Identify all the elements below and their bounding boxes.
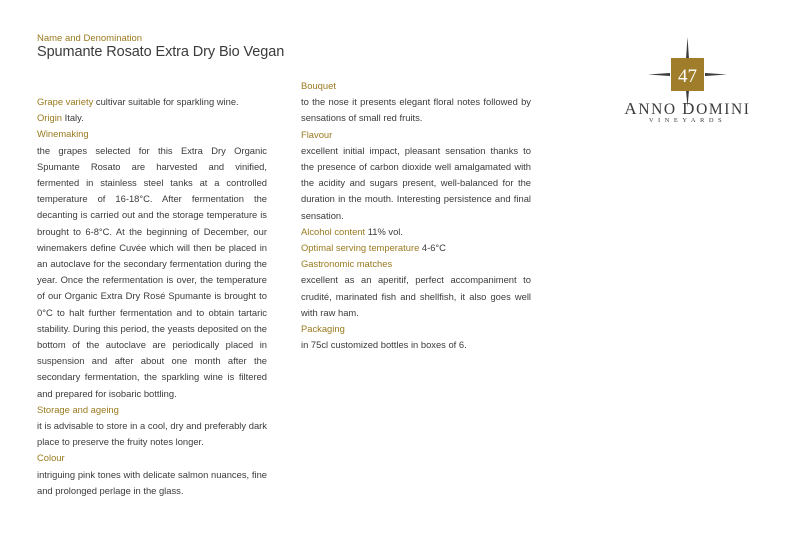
origin-text: Italy. <box>62 112 84 124</box>
star-ray-right <box>705 73 727 76</box>
storage-text: it is advisable to store in a cool, dry and preferably dark place to preserve the fruity notes longer. <box>37 420 267 448</box>
origin-label: Origin <box>37 112 63 124</box>
alcohol-text: 11% vol. <box>365 225 403 237</box>
header-label: Name and Denomination <box>37 33 143 44</box>
grape-variety-label: Grape variety <box>37 96 94 107</box>
flavour-text: excellent initial impact, pleasant sensation thanks to the presence of carbon dioxide well amalgamated with the acidity and sugars present, well-balanced for the duration in the mouth. Interesting persistence and final sensation. <box>301 144 531 221</box>
brand-subtitle: VINEYARDS <box>648 117 727 124</box>
serving-line <box>301 240 531 256</box>
brand-name: ANNO DOMINI <box>624 99 751 118</box>
logo-number: 47 <box>678 66 697 87</box>
origin-line <box>37 110 267 126</box>
right-column <box>301 78 531 353</box>
bouquet-heading: Bouquet <box>301 80 336 91</box>
winemaking-text: the grapes selected for this Extra Dry Organic Spumante Rosato are harvested and vinified, fermented in stainless steel tanks at a controlled temperature of 16-18°C. After fermentation the decanting is carried out and the storage temperature is brought to 6-8°C. At the beginning of December, our winemakers define Cuvée which will then be placed in an autoclave for the secondary fermentation during the year. Once the refermentation is over, the temperature of our Organic Extra Dry Rosé Spumante is brought to 0°C to halt further fermentation and to obtain tartaric stability. During this period, the yeasts deposited on the bottom of the autoclave are periodically placed in suspension and after about one month after the secondary fermentation, the sparkling wine is filtered and prepared for isobaric bottling. <box>37 144 267 399</box>
gastronomic-heading: Gastronomic matches <box>301 258 393 270</box>
star-ray-top <box>686 37 689 59</box>
packaging-heading: Packaging <box>301 323 345 335</box>
flavour-heading: Flavour <box>301 128 333 140</box>
grape-variety-text: cultivar suitable for sparkling wine. <box>93 96 239 107</box>
packaging-text: in 75cl customized bottles in boxes of 6. <box>301 339 467 351</box>
star-ray-left <box>648 73 670 76</box>
winemaking-heading: Winemaking <box>37 128 89 140</box>
storage-heading: Storage and ageing <box>37 403 119 415</box>
bouquet-text: to the nose it presents elegant floral notes followed by sensations of small red fruits. <box>301 96 531 124</box>
colour-heading: Colour <box>37 452 65 464</box>
colour-text: intriguing pink tones with delicate salmon nuances, fine and prolonged perlage in the glass. <box>37 468 267 496</box>
grape-variety-line <box>37 94 267 110</box>
alcohol-line <box>301 224 531 240</box>
left-column <box>37 94 267 499</box>
gastronomic-text: excellent as an aperitif, perfect accompaniment to crudité, marinated fish and shellfish, it also goes well with raw ham. <box>301 274 531 318</box>
alcohol-label: Alcohol content <box>301 225 366 237</box>
serving-text: 4-6°C <box>419 242 446 254</box>
serving-label: Optimal serving temperature <box>301 242 420 254</box>
page-title: Spumante Rosato Extra Dry Bio Vegan <box>37 44 285 60</box>
